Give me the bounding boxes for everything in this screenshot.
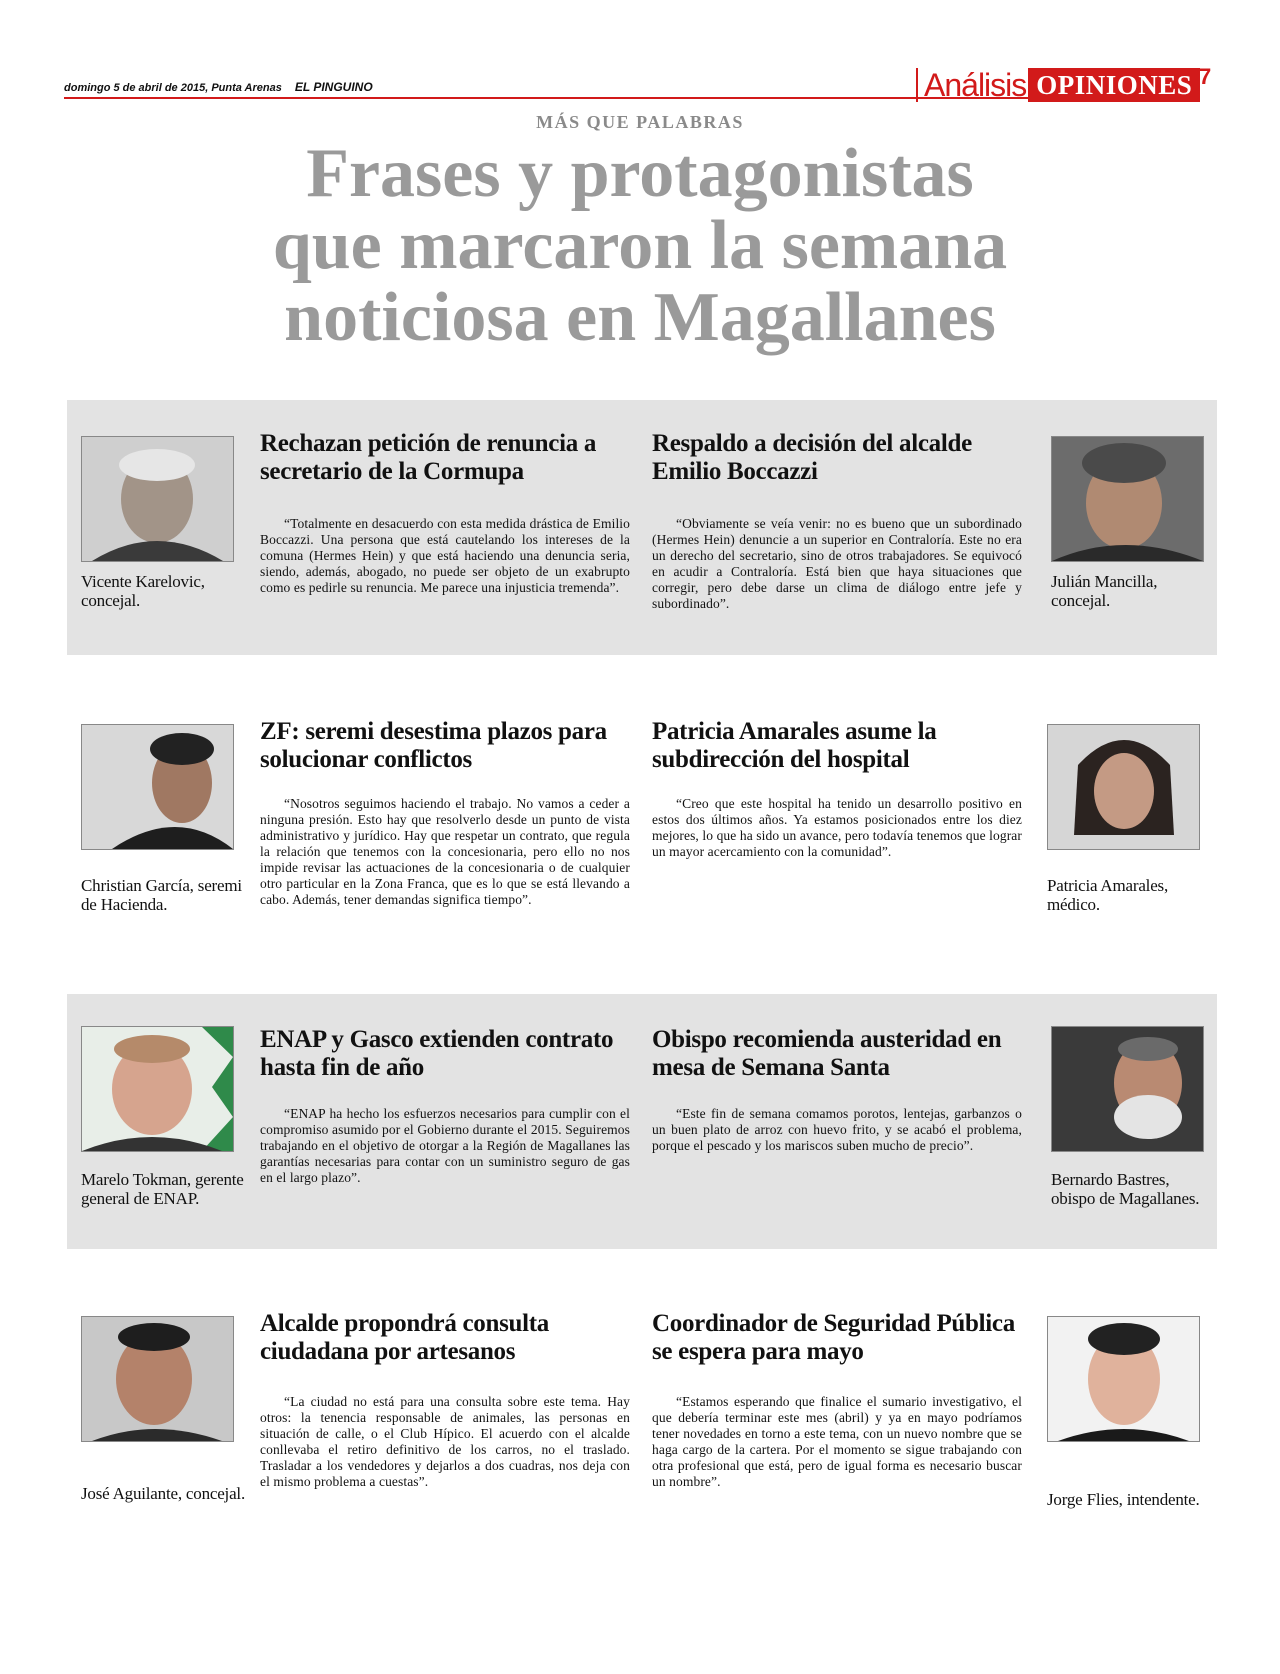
- dateline: [64, 80, 373, 94]
- portrait-icon: [1048, 1317, 1199, 1441]
- headline-line-2: que marcaron la semana: [272, 207, 1008, 284]
- portrait-icon: [82, 725, 233, 849]
- portrait-icon: [82, 1317, 233, 1441]
- person-caption: Bernardo Bastres, obispo de Magallanes.: [1051, 1170, 1200, 1208]
- portrait-photo: [1051, 436, 1204, 562]
- story-title: ZF: seremi desestima plazos para solucionar conflictos: [260, 718, 607, 773]
- portrait-photo: [1051, 1026, 1204, 1152]
- story-row-3: [67, 994, 1217, 1249]
- portrait-icon: [1048, 725, 1199, 849]
- portrait-photo: [81, 724, 234, 850]
- portrait-icon: [82, 437, 233, 561]
- portrait-photo: [1047, 724, 1200, 850]
- person-caption: Christian García, seremi de Hacienda.: [81, 876, 242, 914]
- story-title: Rechazan petición de renuncia a secretario de la Cormupa: [260, 430, 597, 485]
- person-caption: Jorge Flies, intendente.: [1047, 1490, 1200, 1509]
- story-row-2: [67, 688, 1217, 943]
- section-analisis: Análisis: [916, 68, 1028, 102]
- story-quote: “Totalmente en desacuerdo con esta medida drástica de Emilio Boccazzi. Una persona que está cautelando los intereses de la comuna (Hermes Hein) y que está haciendo una denuncia seria, siendo, además, abogado, no puede ser objeto de un exabrupto como es pedirle su renuncia. Me parece una injusticia tremenda”.: [260, 516, 630, 595]
- section-opiniones: OPINIONES: [1028, 68, 1200, 102]
- story-quote: “Estamos esperando que finalice el sumario investigativo, el que debería terminar este mes (abril) y ya en mayo podríamos tener novedades en torno a este tema, con un nuevo nombre que se haga cargo de la cartera. Por el momento se sigue trabajando con otra profesional que está, pero de igual forma es necesario buscar un nombre”.: [652, 1394, 1022, 1489]
- story-quote: “Obviamente se veía venir: no es bueno que un subordinado (Hermes Hein) denuncie a un superior en Contraloría. Este no era un derecho del secretario, sino de otros trabajadores. Se equivocó en acudir a Contraloría. Está bien que haya situaciones que corregir, pero debe darse un clima de diálogo entre jefe y subordinado”.: [652, 516, 1022, 611]
- story-title: Alcalde propondrá consulta ciudadana por artesanos: [260, 1310, 550, 1365]
- story-title: Obispo recomienda austeridad en mesa de Semana Santa: [652, 1026, 1002, 1081]
- portrait-photo: [81, 1316, 234, 1442]
- newspaper-brand: EL PINGUINO: [294, 80, 373, 94]
- headline-line-1: Frases y protagonistas: [306, 135, 974, 212]
- story-row-1: [67, 400, 1217, 655]
- portrait-photo: [1047, 1316, 1200, 1442]
- portrait-icon: [82, 1027, 233, 1151]
- page-headline: [0, 135, 1280, 356]
- person-caption: Patricia Amarales, médico.: [1047, 876, 1169, 914]
- story-row-4: [67, 1280, 1217, 1535]
- story-title: Coordinador de Seguridad Pública se espera para mayo: [652, 1310, 1015, 1365]
- portrait-photo: [81, 1026, 234, 1152]
- headline-line-3: noticiosa en Magallanes: [284, 279, 996, 356]
- portrait-photo: [81, 436, 234, 562]
- story-quote: “ENAP ha hecho los esfuerzos necesarios para cumplir con el compromiso asumido por el Gobierno durante el 2015. Seguiremos trabajando en el objetivo de otorgar a la Región de Magallanes las garantías necesarias para contar con un suministro seguro de gas en el largo plazo”.: [260, 1106, 630, 1185]
- story-quote: “Nosotros seguimos haciendo el trabajo. No vamos a ceder a ninguna presión. Esto hay que resolverlo desde un punto de vista administrativo y jurídico. Hay que respetar un contrato, que regula la relación que tenemos con la concesionaria, pero ello no nos impide revisar las actuaciones de la concesionaria o de cualquier otro particular en la Zona Franca, que es lo que se está llevando a cabo. Además, tener demandas significa tiempo”.: [260, 796, 630, 907]
- portrait-icon: [1052, 1027, 1203, 1151]
- person-caption: José Aguilante, concejal.: [81, 1484, 246, 1503]
- story-title: Patricia Amarales asume la subdirección del hospital: [652, 718, 937, 773]
- person-caption: Julián Mancilla, concejal.: [1051, 572, 1158, 610]
- section-tag: [916, 68, 1200, 102]
- person-caption: Marelo Tokman, gerente general de ENAP.: [81, 1170, 244, 1208]
- story-quote: “Creo que este hospital ha tenido un desarrollo positivo en estos dos últimos años. Ya estamos posicionados entre los diez mejores, lo que ha sido un avance, pero todavía tenemos que lograr un mayor acercamiento con la comunidad”.: [652, 796, 1022, 859]
- kicker: MÁS QUE PALABRAS: [536, 112, 744, 132]
- story-quote: “La ciudad no está para una consulta sobre este tema. Hay otros: la tenencia responsable de animales, las personas en situación de calle, o el Club Hípico. El acuerdo con el alcalde conllevaba el retiro definitivo de los carros, no el traslado. Trasladar a los vendedores y dejarlos a dos cuadras, nos deja con el mismo problema a cuestas”.: [260, 1394, 630, 1489]
- portrait-icon: [1052, 437, 1203, 561]
- person-caption: Vicente Karelovic, concejal.: [81, 572, 205, 610]
- page-number: 7: [1199, 64, 1212, 89]
- story-title: ENAP y Gasco extienden contrato hasta fin de año: [260, 1026, 614, 1081]
- dateline-text: domingo 5 de abril de 2015, Punta Arenas: [64, 82, 282, 94]
- story-quote: “Este fin de semana comamos porotos, lentejas, garbanzos o un buen plato de arroz con huevo frito, y se acabó el problema, porque el pescado y los mariscos suben mucho de precio”.: [652, 1106, 1022, 1153]
- story-title: Respaldo a decisión del alcalde Emilio Boccazzi: [652, 430, 972, 485]
